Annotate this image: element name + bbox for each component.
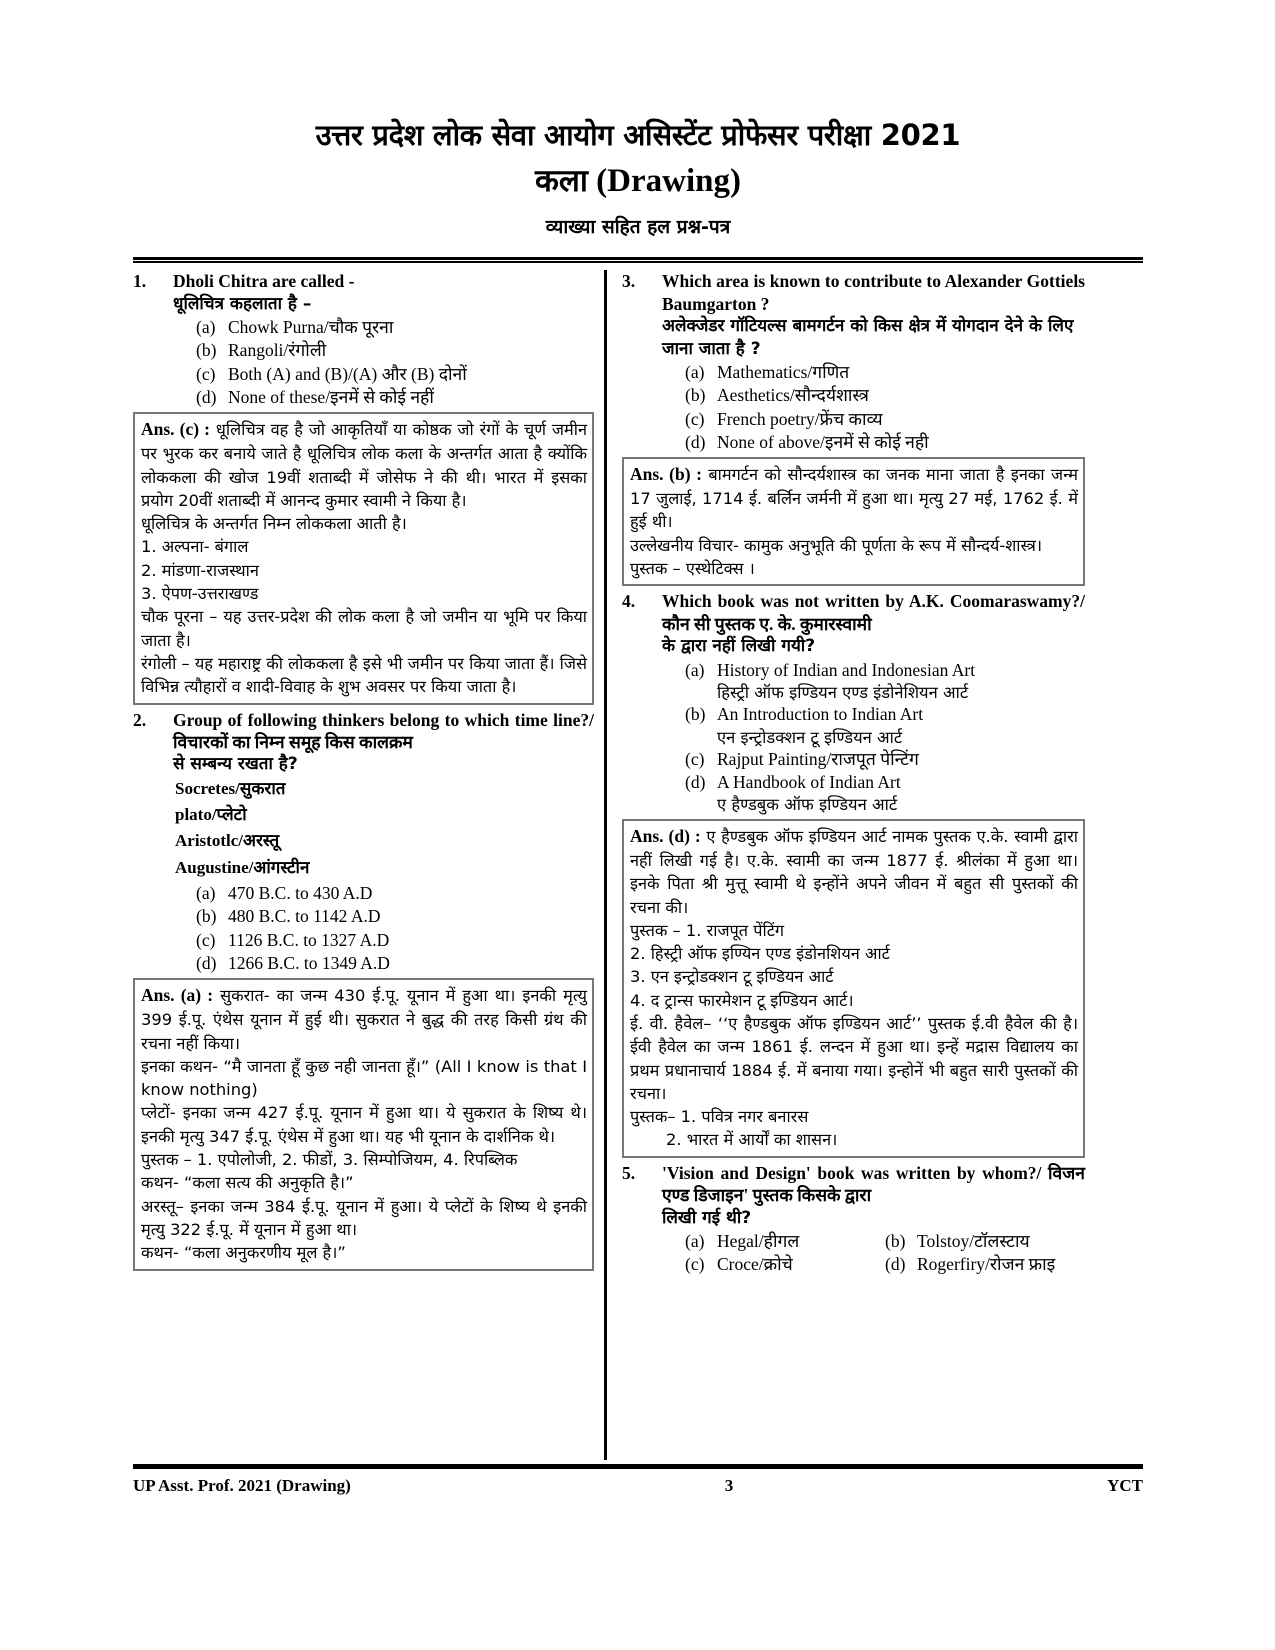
option-d[interactable] — [885, 1253, 1085, 1276]
content-columns — [133, 270, 1143, 1460]
answer-1-para-7: रंगोली – यह महाराष्ट्र की लोककला है इसे भी जमीन पर किया जाता हैं। जिसे विभिन्न त्यौहारों व शादी-विवाह के शुभ अवसर पर किया जाता है। — [141, 653, 587, 697]
option-d-text: Rogerfiry/रोजन फ्राइ — [917, 1254, 1056, 1275]
answer-box-4 — [622, 819, 1085, 1158]
option-d-text: None of these/इनमें से कोई नहीं — [228, 387, 434, 408]
option-c-text: Both (A) and (B)/(A) और (B) दोनों — [228, 363, 467, 384]
option-c-key: (c) — [685, 1254, 705, 1275]
question-4-number: 4. — [622, 591, 636, 612]
question-5 — [622, 1162, 1085, 1277]
option-a[interactable] — [173, 316, 594, 339]
question-2-text-hi: से सम्बन्य रखता है? — [173, 754, 298, 775]
option-a-text: Hegal/हीगल — [717, 1231, 800, 1251]
option-a-key: (a) — [196, 883, 216, 904]
right-column — [614, 270, 1085, 1460]
subject-title-english: (Drawing) — [596, 162, 741, 199]
option-c-key: (c) — [685, 408, 705, 429]
question-5-text-en: 'Vision and Design' book was written by whom?/ विजन एण्ड डिजाइन' पुस्तक किसके द्वारा — [662, 1162, 1085, 1206]
option-d-text: 1266 B.C. to 1349 A.D — [228, 952, 390, 973]
answer-2-para-3: प्लेटों- इनका जन्म 427 ई.पू. यूनान में हुआ था। ये सुकरात के शिष्य थे। इनकी मृत्यु 347 ई.पू. एंथेस में हुआ था। यह भी यूनान के दार्शनिक थे। — [141, 1103, 587, 1146]
page-number: 3 — [724, 1476, 734, 1496]
question-2-text-en: Group of following thinkers belong to which time line?/विचारकों का निम्न समूह किस कालक्रम — [173, 709, 594, 752]
option-b[interactable] — [885, 1230, 1085, 1253]
thinker-4: Augustine/आंगस्टीन — [175, 857, 310, 877]
thinker-2: plato/प्लेटो — [175, 805, 247, 825]
option-a-text: 470 B.C. to 430 A.D — [228, 883, 373, 904]
answer-3-para-1 — [630, 462, 1078, 534]
answer-2-text-1: सुकरात- का जन्म 430 ई.पू. यूनान में हुआ था। इनकी मृत्यु 399 ई.पू. एंथेस यूनान में हुई थी। सुकरात ने बुद्ध की तरह किसी ग्रंथ की रचना नहीं किया। — [141, 986, 587, 1053]
answer-box-1 — [133, 412, 594, 704]
option-d[interactable] — [173, 386, 594, 409]
answer-4-label: Ans. (d) : — [630, 825, 701, 846]
option-c-text: 1126 B.C. to 1327 A.D — [228, 929, 390, 950]
option-a-subtext: हिस्ट्री ऑफ इण्डियन एण्ड इंडोनेशियन आर्ट — [717, 682, 969, 702]
option-a[interactable] — [662, 361, 1085, 384]
answer-2-para-5: कथन- “कला सत्य की अनुकृति है।” — [141, 1173, 354, 1193]
option-a-key: (a) — [685, 1231, 705, 1251]
option-c-text: Croce/क्रोचे — [717, 1254, 793, 1275]
left-column — [133, 270, 604, 1460]
answer-1-label: Ans. (c) : — [141, 419, 210, 440]
question-5-options — [662, 1230, 1085, 1277]
answer-2-label: Ans. (a) : — [141, 985, 214, 1006]
option-b-key: (b) — [685, 385, 706, 406]
answer-4-para-5: 4. द ट्रान्स फारमेशन टू इण्डियन आर्ट। — [630, 990, 854, 1010]
question-4-text-hi: के द्वारा नहीं लिखी गयी? — [662, 636, 816, 657]
option-b[interactable] — [173, 339, 594, 362]
question-1 — [133, 270, 594, 409]
option-a[interactable] — [685, 1230, 885, 1253]
question-1-text-hi: धूलिचित्र कहलाता है – — [173, 293, 312, 314]
question-3-number: 3. — [622, 271, 636, 292]
footer-publisher: YCT — [1107, 1476, 1143, 1496]
option-b-key: (b) — [885, 1231, 906, 1251]
answer-1-para-4: 2. मांडणा-राजस्थान — [141, 560, 259, 580]
question-2-options — [173, 882, 594, 975]
subject-title — [133, 162, 1143, 202]
option-c-text: French poetry/फ्रेंच काव्य — [717, 408, 883, 429]
answer-4-para-4: 3. एन इन्ट्रोडक्शन टू इण्डियन आर्ट — [630, 967, 834, 987]
option-b-text: Aesthetics/सौन्दर्यशास्त्र — [717, 385, 869, 406]
header-divider — [133, 257, 1143, 263]
answer-3-para-2: उल्लेखनीय विचार- कामुक अनुभूति की पूर्णता के रूप में सौन्दर्य-शास्त्र। — [630, 535, 1043, 555]
option-d-text: None of above/इनमें से कोई नही — [717, 431, 929, 452]
question-3-text-en: Which area is known to contribute to Alexander Gottiels Baumgarton ? — [662, 271, 1085, 314]
option-d[interactable] — [173, 952, 594, 975]
answer-3-label: Ans. (b) : — [630, 464, 702, 485]
option-c-key: (c) — [196, 929, 216, 950]
option-d-text: A Handbook of Indian Art — [717, 772, 901, 793]
option-d-subtext: ए हैण्डबुक ऑफ इण्डियन आर्ट — [717, 795, 898, 815]
option-a-key: (a) — [685, 659, 705, 680]
option-c[interactable] — [662, 748, 1085, 771]
question-5-number: 5. — [622, 1162, 636, 1183]
option-b-subtext: एन इन्ट्रोडक्शन टू इण्डियन आर्ट — [717, 727, 903, 747]
option-b-key: (b) — [196, 340, 217, 361]
answer-4-para-3: 2. हिस्ट्री ऑफ इण्यिन एण्ड इंडोनशियन आर्ट — [630, 944, 890, 964]
option-c-text: Rajput Painting/राजपूत पेन्टिंग — [717, 748, 919, 769]
answer-1-para-5: 3. ऐपण-उत्तराखण्ड — [141, 584, 259, 604]
question-2-thinkers — [173, 776, 594, 881]
answer-1-para-6: चौक पूरना – यह उत्तर-प्रदेश की लोक कला है जो जमीन या भूमि पर किया जाता है। — [141, 607, 587, 650]
answer-1-text-1: धूलिचित्र वह है जो आकृतियाँ या कोष्ठक जो रंगों के चूर्ण जमीन पर भुरक कर बनाये जाते है धूलिचित्र लोक कला के अन्तर्गत आता है क्योंकि लोककला की खोज 19वीं शताब्दी में जोसेफ ने की थी। भारत में इसका प्रयोग 20वीं शताब्दी में आनन्द कुमार स्वामी ने किया है। — [141, 420, 587, 510]
option-c-key: (c) — [685, 748, 705, 769]
question-4-text-en: Which book was not written by A.K. Coomaraswamy?/कौन सी पुस्तक ए. के. कुमारस्वामी — [662, 591, 1085, 634]
option-d-key: (d) — [685, 431, 706, 452]
answer-box-3 — [622, 457, 1085, 586]
option-a-key: (a) — [196, 317, 216, 338]
thinker-1: Socretes/सुकरात — [175, 778, 286, 798]
option-a[interactable] — [662, 659, 1085, 682]
option-b-text: Rangoli/रंगोली — [228, 340, 327, 361]
option-c[interactable] — [685, 1253, 885, 1276]
answer-4-text-1: ए हैण्डबुक ऑफ इण्डियन आर्ट नामक पुस्तक ए.के. स्वामी द्वारा नहीं लिखी गई है। ए.के. स्वामी का जन्म 1877 ई. श्रीलंका में हुआ था। इनके पिता श्री मुत्तू स्वामी थे इन्होंने अपने जीवन में बहुत सी पुस्तकों की रचना की। — [630, 826, 1078, 917]
answer-2-para-7: कथन- “कला अनुकरणीय मूल है।” — [141, 1243, 346, 1263]
question-2-number: 2. — [133, 709, 147, 730]
option-a-key: (a) — [685, 362, 705, 383]
option-a-text: History of Indian and Indonesian Art — [717, 659, 976, 680]
question-3 — [622, 270, 1085, 454]
page-footer — [133, 1469, 1143, 1496]
answer-box-2 — [133, 978, 594, 1270]
answer-1-para-3: 1. अल्पना- बंगाल — [141, 537, 249, 557]
option-a-text: Chowk Purna/चौक पूरना — [228, 317, 394, 338]
column-divider — [604, 270, 607, 1460]
option-c-key: (c) — [196, 363, 216, 384]
option-b[interactable] — [173, 905, 594, 928]
option-a-text: Mathematics/गणित — [717, 362, 850, 383]
answer-4-para-7: पुस्तक– 1. पवित्र नगर बनारस — [630, 1107, 809, 1127]
question-5-text-hi: लिखी गई थी? — [662, 1207, 752, 1228]
answer-4-para-1 — [630, 824, 1078, 919]
answer-4-para-2: पुस्तक – 1. राजपूत पेंटिंग — [630, 920, 785, 940]
question-1-number: 1. — [133, 271, 147, 292]
exam-title: उत्तर प्रदेश लोक सेवा आयोग असिस्टेंट प्रोफेसर परीक्षा 2021 — [315, 118, 961, 152]
question-5-options-col-2 — [885, 1230, 1085, 1277]
question-3-options — [662, 361, 1085, 454]
answer-2-para-6: अरस्तू– इनका जन्म 384 ई.पू. यूनान में हुआ। ये प्लेटों के शिष्य थे इनकी मृत्यु 322 ई.पू. में यूनान में हुआ था। — [141, 1196, 587, 1239]
answer-1-para-2: धूलिचित्र के अन्तर्गत निम्न लोककला आती है। — [141, 514, 407, 534]
option-d[interactable] — [662, 771, 1085, 794]
answer-3-text-1: बामगर्टन को सौन्दर्यशास्त्र का जनक माना जाता है इनका जन्म 17 जुलाई, 1714 ई. बर्लिन जर्मनी में हुआ था। मृत्यु 27 मई, 1762 ई. में हुई थी। — [630, 465, 1078, 532]
thinker-3: Aristotlc/अरस्तू — [175, 831, 280, 851]
option-d-key: (d) — [196, 952, 217, 973]
option-d-key: (d) — [885, 1254, 906, 1275]
question-4 — [622, 590, 1085, 816]
option-d-key: (d) — [685, 772, 706, 793]
option-b-key: (b) — [685, 704, 706, 725]
option-b-key: (b) — [196, 906, 217, 927]
option-c[interactable] — [173, 929, 594, 952]
document-page — [133, 0, 1143, 1650]
option-a[interactable] — [173, 882, 594, 905]
option-b-text: An Introduction to Indian Art — [717, 704, 924, 725]
answer-4-para-8: 2. भारत में आर्यों का शासन। — [666, 1130, 838, 1150]
question-1-options — [173, 316, 594, 409]
answer-2-para-4: पुस्तक – 1. एपोलोजी, 2. फीडों, 3. सिम्पोजियम, 4. रिपब्लिक — [141, 1150, 518, 1170]
question-3-text-hi: अलेक्जेडर गॉटियल्स बामगर्टन को किस क्षेत्र में योगदान देने के लिए जाना जाता है ? — [662, 316, 1074, 359]
question-4-options — [662, 659, 1085, 816]
question-5-options-col-1 — [685, 1230, 885, 1277]
option-b-text: Tolstoy/टॉलस्टाय — [917, 1231, 1030, 1251]
option-c[interactable] — [662, 408, 1085, 431]
page-subtitle: व्याख्या सहित हल प्रश्न-पत्र — [545, 216, 731, 239]
option-b[interactable] — [662, 703, 1085, 726]
answer-1-para-1 — [141, 417, 587, 512]
answer-3-para-3: पुस्तक – एस्थेटिक्स । — [630, 559, 755, 579]
answer-4-para-6: ई. वी. हैवेल– ‘‘ए हैण्डबुक ऑफ इण्डियन आर्ट’’ पुस्तक ई.वी हैवेल की है। ईवी हैवेल का जन्म 1861 ई. लन्दन में हुआ था। इन्हें मद्रास विद्यालय का प्रथम प्रधानाचार्य 1884 ई. में बनाया गया। इन्होनें भी बहुत सारी पुस्तकों की रचना। — [630, 1014, 1078, 1103]
answer-2-para-1 — [141, 983, 587, 1055]
option-d-key: (d) — [196, 387, 217, 408]
page-header — [133, 0, 1143, 239]
question-1-text-en: Dholi Chitra are called - — [173, 271, 355, 292]
option-c[interactable] — [173, 363, 594, 386]
option-b-text: 480 B.C. to 1142 A.D — [228, 906, 381, 927]
option-b[interactable] — [662, 384, 1085, 407]
subject-title-hindi: कला — [535, 162, 588, 199]
option-d[interactable] — [662, 431, 1085, 454]
question-2 — [133, 709, 594, 976]
answer-2-para-2: इनका कथन- “मै जानता हूँ कुछ नही जानता हूँ।” (All I know is that I know nothing) — [141, 1056, 587, 1100]
footer-exam-label: UP Asst. Prof. 2021 (Drawing) — [133, 1476, 351, 1496]
